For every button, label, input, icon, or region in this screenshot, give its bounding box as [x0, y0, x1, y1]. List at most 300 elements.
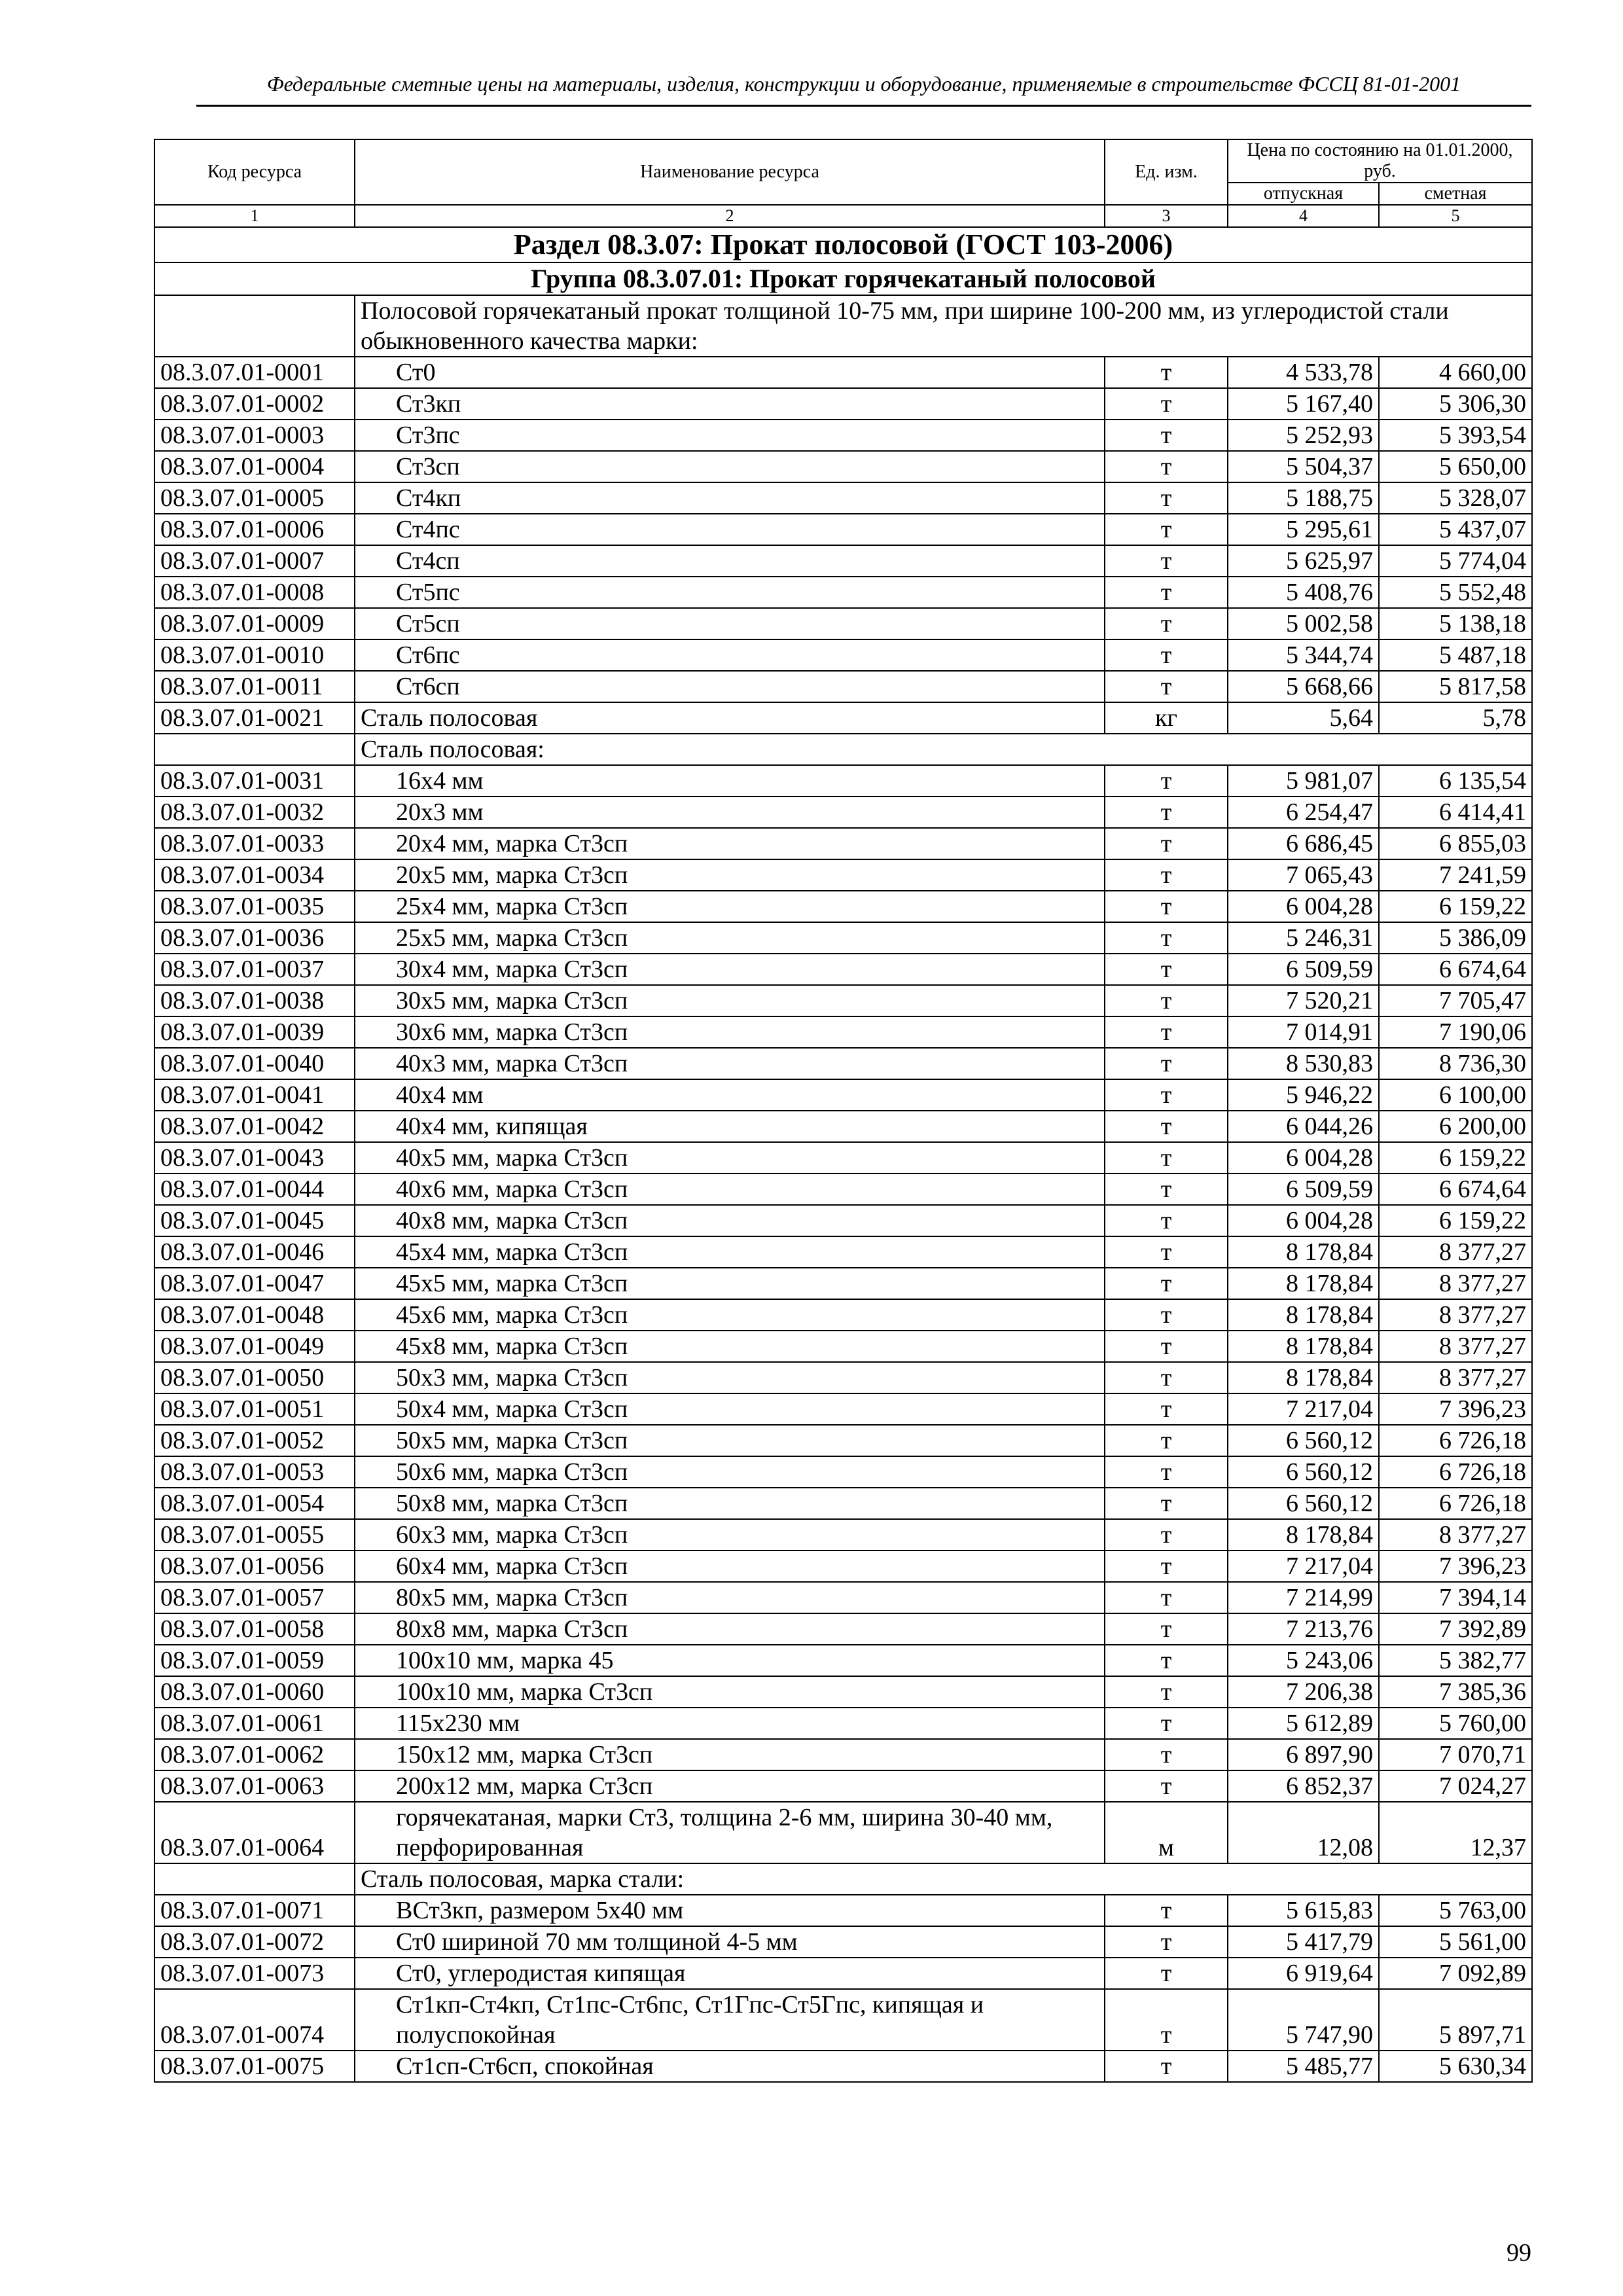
- release-price: 5 417,79: [1228, 1926, 1379, 1958]
- resource-name: 200x12 мм, марка Ст3сп: [355, 1770, 1105, 1802]
- price-table: [154, 139, 1533, 2083]
- resource-code: 08.3.07.01-0041: [154, 1079, 355, 1111]
- estimate-price: 5 774,04: [1379, 545, 1532, 577]
- resource-code: 08.3.07.01-0073: [154, 1958, 355, 1989]
- resource-unit: т: [1105, 1393, 1228, 1425]
- release-price: 5 408,76: [1228, 577, 1379, 608]
- table-row: [154, 985, 1532, 1016]
- estimate-price: 7 024,27: [1379, 1770, 1532, 1802]
- resource-name: Ст3пс: [355, 420, 1105, 451]
- col-number: 3: [1105, 205, 1228, 227]
- resource-code: 08.3.07.01-0009: [154, 608, 355, 639]
- resource-unit: т: [1105, 985, 1228, 1016]
- resource-name: 50x3 мм, марка Ст3сп: [355, 1362, 1105, 1393]
- estimate-price: 6 159,22: [1379, 891, 1532, 922]
- table-row: [154, 1895, 1532, 1926]
- estimate-price: 5 487,18: [1379, 639, 1532, 671]
- table-row: [154, 1331, 1532, 1362]
- resource-unit: т: [1105, 891, 1228, 922]
- resource-name: 20x5 мм, марка Ст3сп: [355, 859, 1105, 891]
- resource-code: 08.3.07.01-0033: [154, 828, 355, 859]
- resource-code: 08.3.07.01-0072: [154, 1926, 355, 1958]
- release-price: 6 897,90: [1228, 1739, 1379, 1770]
- release-price: 6 509,59: [1228, 1174, 1379, 1205]
- table-row: [154, 1268, 1532, 1299]
- resource-name: Ст0: [355, 357, 1105, 388]
- resource-name: 50x6 мм, марка Ст3сп: [355, 1456, 1105, 1488]
- release-price: 5 243,06: [1228, 1645, 1379, 1676]
- table-row: [154, 1205, 1532, 1236]
- table-row: [154, 1739, 1532, 1770]
- resource-unit: т: [1105, 1676, 1228, 1708]
- resource-name: 80x8 мм, марка Ст3сп: [355, 1613, 1105, 1645]
- resource-name: Ст3сп: [355, 451, 1105, 482]
- table-row: [154, 702, 1532, 734]
- resource-name: 40x8 мм, марка Ст3сп: [355, 1205, 1105, 1236]
- resource-unit: т: [1105, 388, 1228, 420]
- table-row: [154, 2051, 1532, 2082]
- resource-code: 08.3.07.01-0001: [154, 357, 355, 388]
- table-row: [154, 1582, 1532, 1613]
- estimate-price: 5 817,58: [1379, 671, 1532, 702]
- resource-code: 08.3.07.01-0035: [154, 891, 355, 922]
- release-price: 5 615,83: [1228, 1895, 1379, 1926]
- table-row: [154, 1519, 1532, 1551]
- resource-name: 30x6 мм, марка Ст3сп: [355, 1016, 1105, 1048]
- resource-name: 30x5 мм, марка Ст3сп: [355, 985, 1105, 1016]
- resource-code: 08.3.07.01-0010: [154, 639, 355, 671]
- release-price: 6 004,28: [1228, 1142, 1379, 1174]
- resource-unit: т: [1105, 1613, 1228, 1645]
- col-header-estimate: сметная: [1379, 183, 1532, 205]
- estimate-price: 7 241,59: [1379, 859, 1532, 891]
- resource-unit: т: [1105, 954, 1228, 985]
- table-row: [154, 922, 1532, 954]
- resource-unit: т: [1105, 420, 1228, 451]
- resource-code: 08.3.07.01-0034: [154, 859, 355, 891]
- resource-code: 08.3.07.01-0038: [154, 985, 355, 1016]
- blank-cell: [154, 734, 355, 765]
- subheader: Сталь полосовая, марка стали:: [355, 1863, 1532, 1895]
- table-row: [154, 451, 1532, 482]
- estimate-price: 6 726,18: [1379, 1425, 1532, 1456]
- resource-name: Ст1кп-Ст4кп, Ст1пс-Ст6пс, Ст1Гпс-Ст5Гпс, кипящая и полуспокойная: [355, 1989, 1105, 2051]
- col-number: 1: [154, 205, 355, 227]
- resource-unit: т: [1105, 608, 1228, 639]
- resource-name: Ст5пс: [355, 577, 1105, 608]
- table-row: [154, 1142, 1532, 1174]
- resource-name: 60x4 мм, марка Ст3сп: [355, 1551, 1105, 1582]
- resource-name: Ст1сп-Ст6сп, спокойная: [355, 2051, 1105, 2082]
- resource-code: 08.3.07.01-0045: [154, 1205, 355, 1236]
- resource-name: Ст4кп: [355, 482, 1105, 514]
- estimate-price: 6 100,00: [1379, 1079, 1532, 1111]
- release-price: 5 747,90: [1228, 1989, 1379, 2051]
- resource-code: 08.3.07.01-0053: [154, 1456, 355, 1488]
- resource-name: ВСт3кп, размером 5x40 мм: [355, 1895, 1105, 1926]
- resource-name: 100x10 мм, марка Ст3сп: [355, 1676, 1105, 1708]
- resource-unit: т: [1105, 1958, 1228, 1989]
- col-header-code: Код ресурса: [154, 139, 355, 205]
- estimate-price: 6 414,41: [1379, 797, 1532, 828]
- resource-code: 08.3.07.01-0074: [154, 1989, 355, 2051]
- release-price: 5,64: [1228, 702, 1379, 734]
- resource-unit: т: [1105, 1770, 1228, 1802]
- resource-unit: т: [1105, 1582, 1228, 1613]
- table-row: [154, 639, 1532, 671]
- table-row: [154, 1079, 1532, 1111]
- resource-code: 08.3.07.01-0063: [154, 1770, 355, 1802]
- release-price: 5 002,58: [1228, 608, 1379, 639]
- estimate-price: 7 394,14: [1379, 1582, 1532, 1613]
- table-row: [154, 357, 1532, 388]
- table-row: [154, 1926, 1532, 1958]
- release-price: 8 178,84: [1228, 1268, 1379, 1299]
- estimate-price: 5 386,09: [1379, 922, 1532, 954]
- estimate-price: 5 763,00: [1379, 1895, 1532, 1926]
- release-price: 5 167,40: [1228, 388, 1379, 420]
- estimate-price: 6 159,22: [1379, 1205, 1532, 1236]
- estimate-price: 5,78: [1379, 702, 1532, 734]
- resource-name: 80x5 мм, марка Ст3сп: [355, 1582, 1105, 1613]
- resource-unit: т: [1105, 1174, 1228, 1205]
- resource-code: 08.3.07.01-0039: [154, 1016, 355, 1048]
- release-price: 8 178,84: [1228, 1299, 1379, 1331]
- resource-unit: т: [1105, 1519, 1228, 1551]
- resource-name: 45x6 мм, марка Ст3сп: [355, 1299, 1105, 1331]
- resource-unit: т: [1105, 828, 1228, 859]
- resource-code: 08.3.07.01-0047: [154, 1268, 355, 1299]
- release-price: 5 946,22: [1228, 1079, 1379, 1111]
- estimate-price: 8 377,27: [1379, 1299, 1532, 1331]
- resource-code: 08.3.07.01-0002: [154, 388, 355, 420]
- resource-code: 08.3.07.01-0036: [154, 922, 355, 954]
- resource-unit: т: [1105, 357, 1228, 388]
- release-price: 7 065,43: [1228, 859, 1379, 891]
- release-price: 6 852,37: [1228, 1770, 1379, 1802]
- release-price: 7 206,38: [1228, 1676, 1379, 1708]
- resource-name: 20x3 мм: [355, 797, 1105, 828]
- table-row: [154, 482, 1532, 514]
- resource-code: 08.3.07.01-0058: [154, 1613, 355, 1645]
- resource-name: 45x5 мм, марка Ст3сп: [355, 1268, 1105, 1299]
- resource-name: Сталь полосовая: [355, 702, 1105, 734]
- resource-name: 115x230 мм: [355, 1708, 1105, 1739]
- resource-unit: т: [1105, 1048, 1228, 1079]
- resource-unit: т: [1105, 1016, 1228, 1048]
- col-number: 5: [1379, 205, 1532, 227]
- resource-code: 08.3.07.01-0051: [154, 1393, 355, 1425]
- release-price: 6 509,59: [1228, 954, 1379, 985]
- resource-code: 08.3.07.01-0005: [154, 482, 355, 514]
- table-row: [154, 1393, 1532, 1425]
- release-price: 5 504,37: [1228, 451, 1379, 482]
- estimate-price: 5 650,00: [1379, 451, 1532, 482]
- table-row: [154, 388, 1532, 420]
- resource-unit: т: [1105, 514, 1228, 545]
- resource-unit: т: [1105, 639, 1228, 671]
- table-row: [154, 1299, 1532, 1331]
- release-price: 7 520,21: [1228, 985, 1379, 1016]
- release-price: 6 044,26: [1228, 1111, 1379, 1142]
- estimate-price: 5 552,48: [1379, 577, 1532, 608]
- release-price: 8 178,84: [1228, 1362, 1379, 1393]
- resource-unit: т: [1105, 797, 1228, 828]
- release-price: 6 004,28: [1228, 891, 1379, 922]
- resource-name: 50x8 мм, марка Ст3сп: [355, 1488, 1105, 1519]
- release-price: 5 625,97: [1228, 545, 1379, 577]
- estimate-price: 4 660,00: [1379, 357, 1532, 388]
- resource-code: 08.3.07.01-0075: [154, 2051, 355, 2082]
- resource-unit: т: [1105, 451, 1228, 482]
- estimate-price: 5 138,18: [1379, 608, 1532, 639]
- resource-name: 25x5 мм, марка Ст3сп: [355, 922, 1105, 954]
- resource-unit: т: [1105, 1708, 1228, 1739]
- release-price: 5 981,07: [1228, 765, 1379, 797]
- table-row: [154, 891, 1532, 922]
- resource-code: 08.3.07.01-0043: [154, 1142, 355, 1174]
- resource-name: 20x4 мм, марка Ст3сп: [355, 828, 1105, 859]
- table-row: [154, 545, 1532, 577]
- release-price: 7 213,76: [1228, 1613, 1379, 1645]
- table-row: [154, 1989, 1532, 2051]
- resource-unit: т: [1105, 1739, 1228, 1770]
- table-row: [154, 577, 1532, 608]
- resource-name: 16x4 мм: [355, 765, 1105, 797]
- resource-unit: т: [1105, 671, 1228, 702]
- release-price: 4 533,78: [1228, 357, 1379, 388]
- table-row: [154, 420, 1532, 451]
- release-price: 7 214,99: [1228, 1582, 1379, 1613]
- estimate-price: 7 092,89: [1379, 1958, 1532, 1989]
- table-row: [154, 765, 1532, 797]
- estimate-price: 5 897,71: [1379, 1989, 1532, 2051]
- resource-unit: т: [1105, 2051, 1228, 2082]
- estimate-price: 6 726,18: [1379, 1456, 1532, 1488]
- estimate-price: 5 328,07: [1379, 482, 1532, 514]
- estimate-price: 6 200,00: [1379, 1111, 1532, 1142]
- release-price: 5 668,66: [1228, 671, 1379, 702]
- release-price: 5 612,89: [1228, 1708, 1379, 1739]
- resource-name: 100x10 мм, марка 45: [355, 1645, 1105, 1676]
- resource-code: 08.3.07.01-0049: [154, 1331, 355, 1362]
- resource-code: 08.3.07.01-0060: [154, 1676, 355, 1708]
- resource-code: 08.3.07.01-0057: [154, 1582, 355, 1613]
- release-price: 6 919,64: [1228, 1958, 1379, 1989]
- table-row: [154, 1613, 1532, 1645]
- release-price: 5 344,74: [1228, 639, 1379, 671]
- resource-name: 45x8 мм, марка Ст3сп: [355, 1331, 1105, 1362]
- resource-name: Ст4пс: [355, 514, 1105, 545]
- release-price: 7 217,04: [1228, 1551, 1379, 1582]
- table-row: [154, 1111, 1532, 1142]
- resource-code: 08.3.07.01-0008: [154, 577, 355, 608]
- resource-unit: т: [1105, 1645, 1228, 1676]
- estimate-price: 6 855,03: [1379, 828, 1532, 859]
- resource-code: 08.3.07.01-0048: [154, 1299, 355, 1331]
- release-price: 5 246,31: [1228, 922, 1379, 954]
- table-row: [154, 1708, 1532, 1739]
- resource-unit: т: [1105, 765, 1228, 797]
- col-header-release: отпускная: [1228, 183, 1379, 205]
- resource-unit: т: [1105, 1268, 1228, 1299]
- resource-code: 08.3.07.01-0032: [154, 797, 355, 828]
- table-row: [154, 1425, 1532, 1456]
- resource-name: 25x4 мм, марка Ст3сп: [355, 891, 1105, 922]
- resource-code: 08.3.07.01-0046: [154, 1236, 355, 1268]
- release-price: 8 530,83: [1228, 1048, 1379, 1079]
- table-row: [154, 1048, 1532, 1079]
- group-title: Группа 08.3.07.01: Прокат горячекатаный полосовой: [154, 262, 1532, 295]
- table-row: [154, 797, 1532, 828]
- resource-name: Ст0, углеродистая кипящая: [355, 1958, 1105, 1989]
- resource-unit: т: [1105, 577, 1228, 608]
- resource-code: 08.3.07.01-0040: [154, 1048, 355, 1079]
- release-price: 5 295,61: [1228, 514, 1379, 545]
- resource-name: 40x5 мм, марка Ст3сп: [355, 1142, 1105, 1174]
- resource-code: 08.3.07.01-0061: [154, 1708, 355, 1739]
- resource-code: 08.3.07.01-0006: [154, 514, 355, 545]
- resource-unit: т: [1105, 1331, 1228, 1362]
- estimate-price: 6 159,22: [1379, 1142, 1532, 1174]
- release-price: 6 560,12: [1228, 1488, 1379, 1519]
- estimate-price: 8 377,27: [1379, 1331, 1532, 1362]
- release-price: 5 252,93: [1228, 420, 1379, 451]
- resource-code: 08.3.07.01-0004: [154, 451, 355, 482]
- resource-name: 40x4 мм, кипящая: [355, 1111, 1105, 1142]
- table-row: [154, 1770, 1532, 1802]
- subheader: Сталь полосовая:: [355, 734, 1532, 765]
- estimate-price: 5 760,00: [1379, 1708, 1532, 1739]
- resource-unit: т: [1105, 1456, 1228, 1488]
- resource-unit: т: [1105, 482, 1228, 514]
- estimate-price: 5 382,77: [1379, 1645, 1532, 1676]
- section-title: Раздел 08.3.07: Прокат полосовой (ГОСТ 103-2006): [154, 227, 1532, 262]
- resource-unit: т: [1105, 1142, 1228, 1174]
- release-price: 5 485,77: [1228, 2051, 1379, 2082]
- resource-code: 08.3.07.01-0056: [154, 1551, 355, 1582]
- estimate-price: 12,37: [1379, 1802, 1532, 1863]
- resource-name: 40x3 мм, марка Ст3сп: [355, 1048, 1105, 1079]
- estimate-price: 7 190,06: [1379, 1016, 1532, 1048]
- resource-unit: кг: [1105, 702, 1228, 734]
- table-row: [154, 1645, 1532, 1676]
- estimate-price: 8 377,27: [1379, 1519, 1532, 1551]
- resource-unit: т: [1105, 1926, 1228, 1958]
- table-row: [154, 514, 1532, 545]
- table-row: [154, 1456, 1532, 1488]
- subheader: Полосовой горячекатаный прокат толщиной 10-75 мм, при ширине 100-200 мм, из углеродистой стали обыкновенного качества марки:: [355, 295, 1532, 357]
- release-price: 6 254,47: [1228, 797, 1379, 828]
- col-number: 2: [355, 205, 1105, 227]
- estimate-price: 5 630,34: [1379, 2051, 1532, 2082]
- resource-code: 08.3.07.01-0071: [154, 1895, 355, 1926]
- resource-unit: т: [1105, 1551, 1228, 1582]
- estimate-price: 5 393,54: [1379, 420, 1532, 451]
- resource-unit: т: [1105, 1488, 1228, 1519]
- resource-unit: т: [1105, 1236, 1228, 1268]
- header-rule: [196, 105, 1531, 107]
- resource-unit: м: [1105, 1802, 1228, 1863]
- resource-unit: т: [1105, 1989, 1228, 2051]
- resource-name: горячекатаная, марки Ст3, толщина 2-6 мм, ширина 30-40 мм, перфорированная: [355, 1802, 1105, 1863]
- resource-unit: т: [1105, 545, 1228, 577]
- release-price: 7 217,04: [1228, 1393, 1379, 1425]
- release-price: 6 004,28: [1228, 1205, 1379, 1236]
- resource-unit: т: [1105, 1425, 1228, 1456]
- resource-code: 08.3.07.01-0007: [154, 545, 355, 577]
- resource-name: 150x12 мм, марка Ст3сп: [355, 1739, 1105, 1770]
- table-row: [154, 1362, 1532, 1393]
- estimate-price: 6 135,54: [1379, 765, 1532, 797]
- col-number: 4: [1228, 205, 1379, 227]
- resource-name: Ст3кп: [355, 388, 1105, 420]
- resource-code: 08.3.07.01-0021: [154, 702, 355, 734]
- resource-unit: т: [1105, 859, 1228, 891]
- estimate-price: 8 377,27: [1379, 1362, 1532, 1393]
- col-header-unit: Ед. изм.: [1105, 139, 1228, 205]
- resource-code: 08.3.07.01-0062: [154, 1739, 355, 1770]
- table-row: [154, 1676, 1532, 1708]
- estimate-price: 5 437,07: [1379, 514, 1532, 545]
- estimate-price: 6 726,18: [1379, 1488, 1532, 1519]
- page-number: 99: [1507, 2239, 1531, 2267]
- resource-unit: т: [1105, 1362, 1228, 1393]
- resource-name: 60x3 мм, марка Ст3сп: [355, 1519, 1105, 1551]
- resource-unit: т: [1105, 1205, 1228, 1236]
- table-row: [154, 1174, 1532, 1205]
- estimate-price: 6 674,64: [1379, 954, 1532, 985]
- resource-code: 08.3.07.01-0055: [154, 1519, 355, 1551]
- blank-cell: [154, 295, 355, 357]
- resource-name: 45x4 мм, марка Ст3сп: [355, 1236, 1105, 1268]
- resource-code: 08.3.07.01-0054: [154, 1488, 355, 1519]
- estimate-price: 7 070,71: [1379, 1739, 1532, 1770]
- resource-name: Ст6сп: [355, 671, 1105, 702]
- resource-code: 08.3.07.01-0050: [154, 1362, 355, 1393]
- resource-name: Ст5сп: [355, 608, 1105, 639]
- resource-unit: т: [1105, 1299, 1228, 1331]
- blank-cell: [154, 1863, 355, 1895]
- resource-code: 08.3.07.01-0042: [154, 1111, 355, 1142]
- estimate-price: 8 736,30: [1379, 1048, 1532, 1079]
- resource-code: 08.3.07.01-0044: [154, 1174, 355, 1205]
- estimate-price: 7 385,36: [1379, 1676, 1532, 1708]
- table-row: [154, 1488, 1532, 1519]
- resource-unit: т: [1105, 922, 1228, 954]
- resource-unit: т: [1105, 1079, 1228, 1111]
- estimate-price: 5 306,30: [1379, 388, 1532, 420]
- resource-code: 08.3.07.01-0003: [154, 420, 355, 451]
- resource-name: Ст6пс: [355, 639, 1105, 671]
- resource-unit: т: [1105, 1895, 1228, 1926]
- resource-name: 50x4 мм, марка Ст3сп: [355, 1393, 1105, 1425]
- release-price: 6 560,12: [1228, 1425, 1379, 1456]
- estimate-price: 7 396,23: [1379, 1393, 1532, 1425]
- release-price: 5 188,75: [1228, 482, 1379, 514]
- resource-name: 40x4 мм: [355, 1079, 1105, 1111]
- release-price: 12,08: [1228, 1802, 1379, 1863]
- release-price: 8 178,84: [1228, 1519, 1379, 1551]
- table-row: [154, 1958, 1532, 1989]
- release-price: 6 686,45: [1228, 828, 1379, 859]
- resource-name: 50x5 мм, марка Ст3сп: [355, 1425, 1105, 1456]
- running-header: Федеральные сметные цены на материалы, изделия, конструкции и оборудование, применяемые в строительстве ФССЦ 81-01-2001: [266, 72, 1461, 96]
- table-row: [154, 954, 1532, 985]
- table-row: [154, 671, 1532, 702]
- estimate-price: 8 377,27: [1379, 1236, 1532, 1268]
- resource-code: 08.3.07.01-0059: [154, 1645, 355, 1676]
